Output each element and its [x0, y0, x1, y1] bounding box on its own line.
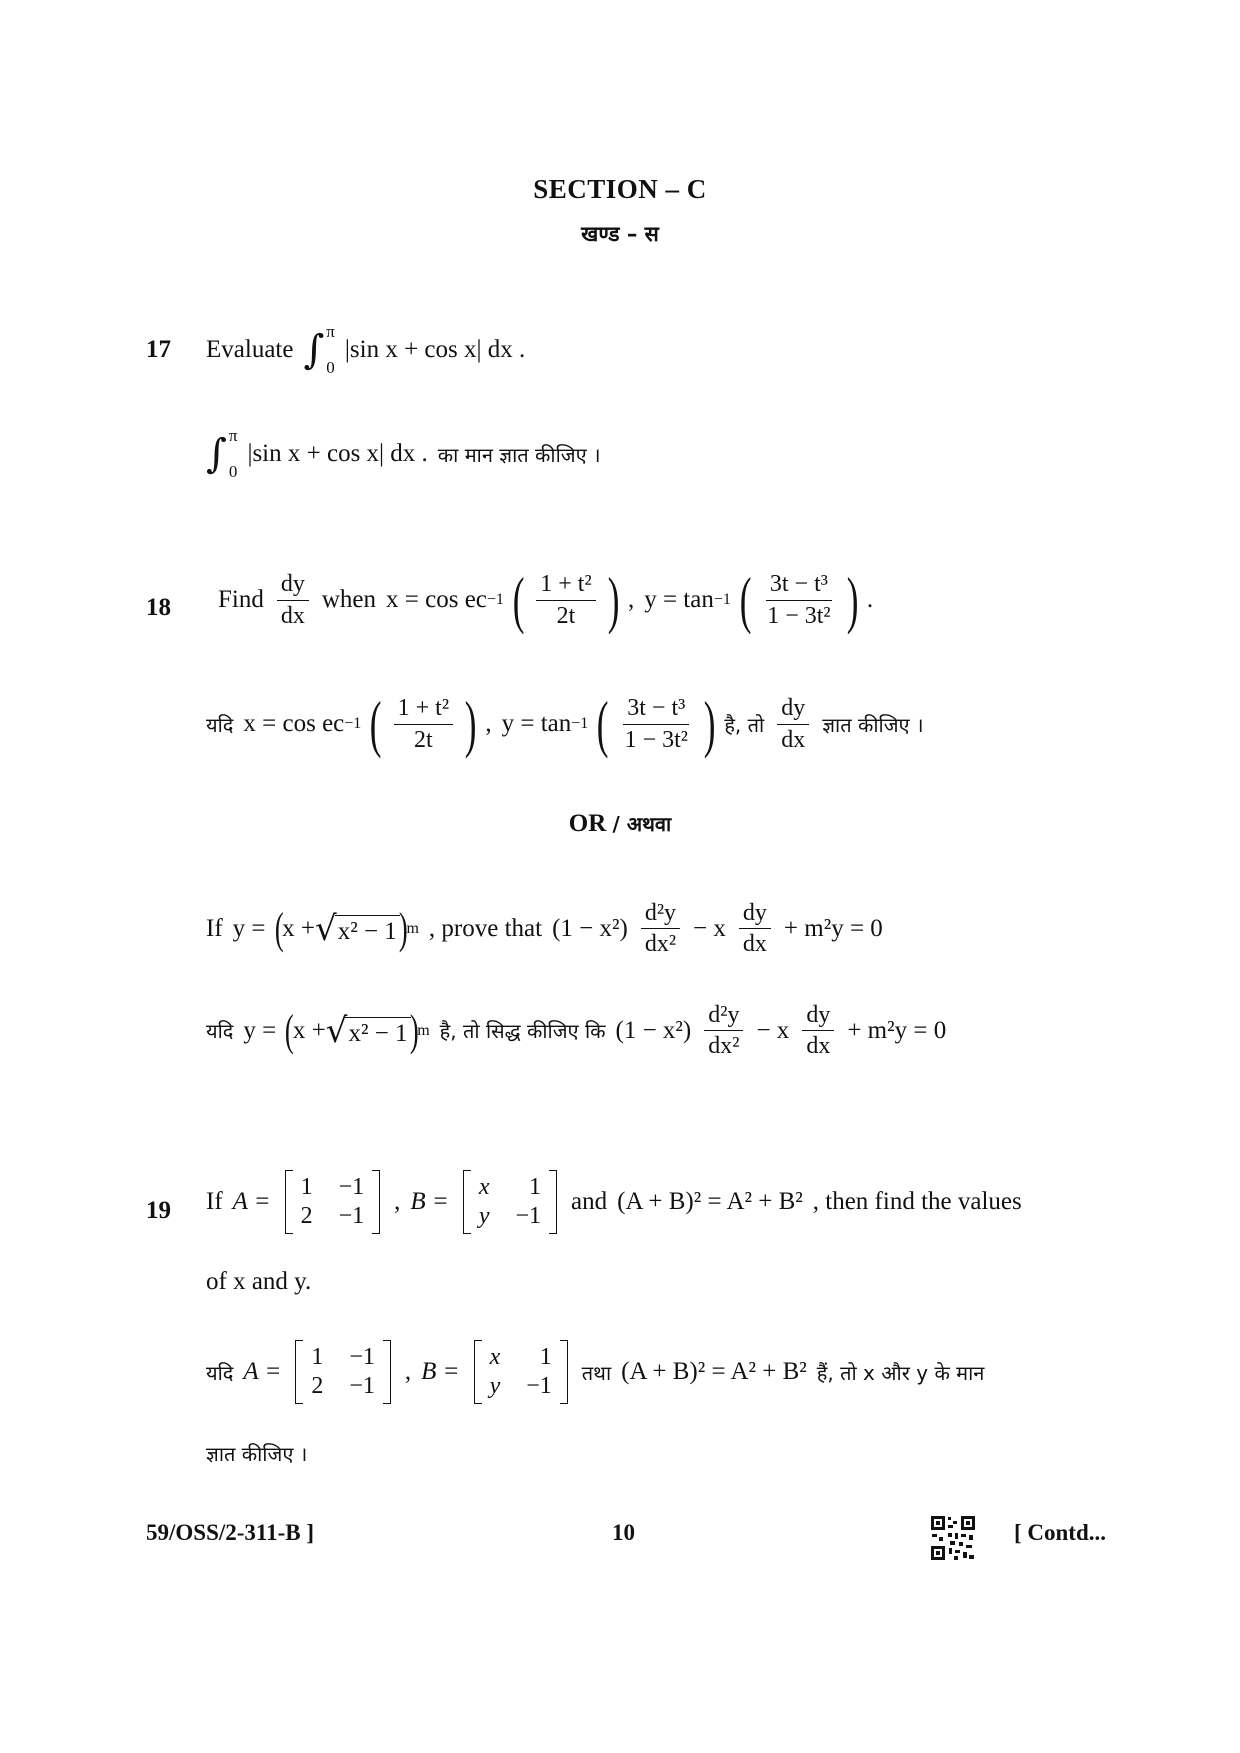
question-19-equation-hindi: (A + B)² = A² + B²	[621, 1358, 807, 1385]
d2y-dx2-fraction-hindi: $\frac{\text{d²y}}{\text{dx²}}$	[704, 1002, 743, 1060]
alt-mid-hindi: − x	[756, 1016, 790, 1044]
or-hindi-label: / अथवा	[612, 812, 672, 836]
integral-sign-hindi: ∫ π 0	[206, 426, 238, 481]
question-18-english: Find $\frac{dy}{dx}$ when x = cos ec −1 ( $\frac{\text{1 + t²}}{2t}$ ) , y = tan −1 ( $\frac{\text{3t − t³}}{\text{1 − 3t²}}$ ) .	[218, 564, 874, 635]
question-18-number: 18	[146, 594, 171, 621]
alt-if: If	[206, 914, 223, 942]
alt-prove: , prove that	[428, 914, 543, 942]
question-17-hindi-suffix: का मान ज्ञात कीजिए ।	[437, 442, 601, 467]
integral-lower: 0	[326, 358, 335, 377]
x-fraction: $\frac{\text{1 + t²}}{2t}$	[536, 571, 595, 629]
integral-lower-hindi: 0	[228, 462, 238, 481]
question-18-hindi: यदि x = cos ec −1 ( $\frac{\text{1 + t²}}{2t}$ ) , y = tan −1 ( $\frac{\text{3t − t³}}{\text{1 − 3t²}}$ ) है, तो $\frac{dy}{dx}$ ज्ञात कीजिए ।	[206, 688, 924, 759]
dy-dx-fraction-hindi: $\frac{dy}{dx}$	[777, 695, 809, 753]
question-19-hindi: यदि A = 1 −1 2 −1 , B = x 1 y −1 तथा (A + B)² = A² + B² हैं, तो x और y के मान	[206, 1340, 984, 1404]
matrix-b-label: B =	[410, 1188, 449, 1215]
alt-lhs-hindi: (1 − x²)	[615, 1016, 692, 1044]
section-title: SECTION – C	[533, 174, 707, 204]
question-18-alt-hindi: यदि y = ( x + √ x² − 1 ) m है, तो सिद्ध कीजिए कि (1 − x²) $\frac{\text{d²y}}{\text{dx²}}$ − x $\frac{dy}{dx}$ + m²y = 0	[206, 1002, 947, 1060]
question-17-hindi	[206, 426, 601, 482]
x-expression-prefix-hindi: x = cos ec	[243, 710, 345, 737]
page-number: 10	[612, 1520, 635, 1545]
square-root-hindi: √ x² − 1	[326, 1014, 411, 1048]
square-root: √ x² − 1	[315, 912, 400, 946]
question-19-number: 19	[146, 1197, 171, 1224]
paper-code: 59/OSS/2-311-B ]	[146, 1520, 315, 1545]
question-19-then: , then find the values	[812, 1188, 1022, 1215]
alt-hindi-mid: है, तो सिद्ध कीजिए कि	[439, 1019, 606, 1044]
matrix-a-hindi: 1 −1 2 −1	[295, 1340, 391, 1404]
or-separator	[0, 810, 1240, 838]
alt-y-prefix: y =	[232, 914, 266, 942]
question-19-hindi-line2: ज्ञात कीजिए ।	[206, 1442, 308, 1466]
integral-sign: ∫ π 0	[303, 322, 335, 377]
question-19-if: If	[206, 1188, 223, 1215]
question-19-equation: (A + B)² = A² + B²	[617, 1188, 803, 1215]
qr-code-icon	[930, 1515, 976, 1561]
y-expression-prefix: y = tan	[644, 586, 714, 613]
integral-upper-hindi: π	[228, 426, 238, 445]
question-19-english: If A = 1 −1 2 −1 , B = x 1 y −1 and (A + B)² = A² + B² , then find the values	[206, 1170, 1022, 1234]
section-hindi-title: खण्ड – स	[581, 222, 659, 246]
question-19-hindi-and: तथा	[581, 1360, 612, 1385]
x-fraction-hindi: $\frac{\text{1 + t²}}{2t}$	[394, 695, 453, 753]
question-18-hindi-then: है, तो	[724, 712, 765, 737]
question-18-hindi-find: ज्ञात कीजिए ।	[822, 712, 924, 737]
question-19-line2: of x and y.	[206, 1268, 312, 1295]
question-17-number: 17	[146, 336, 171, 363]
alt-rhs: + m²y = 0	[783, 914, 883, 942]
y-fraction: $\frac{\text{3t − t³}}{\text{1 − 3t²}}$	[767, 571, 831, 629]
alt-lhs: (1 − x²)	[552, 914, 628, 942]
x-expression-prefix: x = cos ec	[386, 586, 487, 613]
matrix-a: 1 −1 2 −1	[285, 1170, 381, 1234]
alt-hindi-if: यदि	[206, 1019, 234, 1044]
question-18-alt-english: If y = ( x + √ x² − 1 ) m , prove that (1 − x²) $\frac{\text{d²y}}{\text{dx²}}$ − x $\frac{dy}{dx}$ + m²y = 0	[206, 900, 883, 958]
question-18-lead: Find	[218, 586, 264, 613]
alt-dy-dx-fraction-hindi: $\frac{dy}{dx}$	[802, 1002, 834, 1060]
question-19-hindi-tail: हैं, तो x और y के मान	[816, 1360, 985, 1385]
question-18-hindi-if: यदि	[206, 712, 234, 737]
integral-upper: π	[326, 322, 335, 341]
matrix-a-label-hindi: A =	[243, 1358, 282, 1385]
matrix-b-hindi: x 1 y −1	[474, 1340, 568, 1404]
alt-y-prefix-hindi: y =	[243, 1016, 277, 1044]
alt-rhs-hindi: + m²y = 0	[847, 1016, 947, 1044]
contd-label: [ Contd...	[1014, 1520, 1107, 1545]
question-17-english	[206, 322, 525, 378]
alt-inner: x +	[282, 914, 316, 942]
matrix-a-label: A =	[232, 1188, 271, 1215]
matrix-b: x 1 y −1	[463, 1170, 557, 1234]
alt-mid: − x	[693, 914, 726, 942]
or-label: OR	[568, 810, 607, 837]
question-19-hindi-if: यदि	[206, 1360, 234, 1385]
question-18-when: when	[321, 586, 377, 613]
alt-dy-dx-fraction: $\frac{dy}{dx}$	[739, 900, 771, 958]
matrix-b-label-hindi: B =	[421, 1358, 460, 1385]
question-17-lead: Evaluate	[206, 336, 294, 363]
alt-inner-hindi: x +	[292, 1016, 326, 1044]
y-fraction-hindi: $\frac{\text{3t − t³}}{\text{1 − 3t²}}$	[624, 695, 688, 753]
y-expression-prefix-hindi: y = tan	[501, 710, 572, 737]
question-17-integrand-hindi: |sin x + cos x| dx .	[247, 440, 428, 467]
question-19-and: and	[571, 1188, 608, 1215]
d2y-dx2-fraction: $\frac{\text{d²y}}{\text{dx²}}$	[641, 900, 680, 958]
dy-dx-fraction: $\frac{dy}{dx}$	[277, 571, 309, 629]
question-17-integrand: |sin x + cos x| dx .	[344, 336, 526, 363]
